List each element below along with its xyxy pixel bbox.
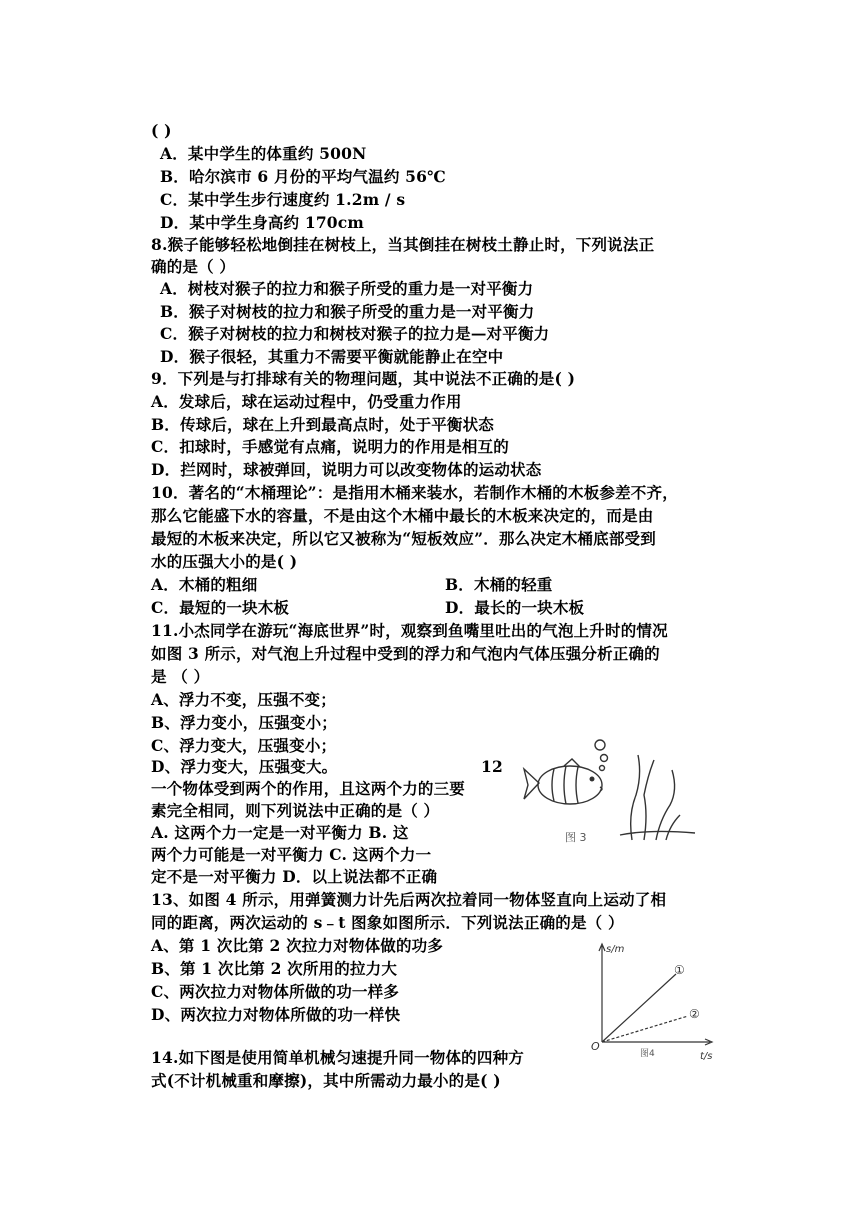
q7-option-a: A．某中学生的体重约 500N bbox=[160, 144, 367, 163]
q11-stem-cont: 是 （ ） bbox=[151, 667, 210, 686]
q7-answer-blank: ( ) bbox=[151, 121, 172, 140]
q7-option-c: C．某中学生步行速度约 1.2m / s bbox=[160, 190, 406, 209]
q14-stem-cont: 式(不计机械重和摩擦)，其中所需动力最小的是( ) bbox=[151, 1071, 501, 1090]
line-1 bbox=[602, 974, 676, 1042]
q9-option-b: B．传球后，球在上升到最高点时，处于平衡状态 bbox=[151, 415, 495, 434]
q12-options: A. 这两个力一定是一对平衡力 B. 这 bbox=[151, 823, 409, 842]
q10-stem: 10．著名的“木桶理论”：是指用木桶来装水，若制作木桶的木板参差不齐， bbox=[151, 483, 678, 502]
q11-option-a: A、浮力不变，压强不变； bbox=[151, 690, 336, 709]
q13-option-b: B、第 1 次比第 2 次所用的拉力大 bbox=[151, 959, 398, 978]
q12-number: 12 bbox=[481, 757, 503, 776]
x-axis-label: t/s bbox=[700, 1051, 713, 1062]
q11-option-d: D、浮力变大，压强变大。 bbox=[151, 757, 338, 776]
q13-option-d: D、两次拉力对物体所做的功一样快 bbox=[151, 1005, 401, 1024]
q11-stem: 11.小杰同学在游玩“海底世界”时，观察到鱼嘴里吐出的气泡上升时的情况 bbox=[151, 621, 668, 640]
q9-option-a: A．发球后，球在运动过程中，仍受重力作用 bbox=[151, 392, 462, 411]
figure-4-st-graph bbox=[588, 938, 723, 1063]
q12-options: 定不是一对平衡力 D．以上说法都不正确 bbox=[151, 867, 438, 886]
q12-stem: 一个物体受到两个的作用，且这两个力的三要 bbox=[151, 779, 466, 798]
q9-option-c: C．扣球时，手感觉有点痛，说明力的作用是相互的 bbox=[151, 437, 509, 456]
q12-stem-cont: 素完全相同，则下列说法中正确的是（ ） bbox=[151, 801, 440, 820]
figure-3-fish bbox=[520, 735, 700, 850]
q10-stem-cont: 那么它能盛下水的容量，不是由这个木桶中最长的木板来决定的，而是由 bbox=[151, 506, 654, 525]
line-2 bbox=[602, 1016, 688, 1042]
q10-option-a: A．木桶的粗细 bbox=[151, 575, 258, 594]
q11-stem-cont: 如图 3 所示，对气泡上升过程中受到的浮力和气泡内气体压强分析正确的 bbox=[151, 644, 660, 663]
q10-option-b: B．木桶的轻重 bbox=[445, 575, 553, 594]
figure-4-caption: 图4 bbox=[640, 1049, 655, 1059]
q8-option-b: B．猴子对树枝的拉力和猴子所受的重力是一对平衡力 bbox=[160, 302, 535, 321]
q13-option-a: A、第 1 次比第 2 次拉力对物体做的功多 bbox=[151, 936, 444, 955]
q13-option-c: C、两次拉力对物体所做的功一样多 bbox=[151, 982, 400, 1001]
q11-option-b: B、浮力变小，压强变小； bbox=[151, 713, 338, 732]
q8-option-c: C．猴子对树枝的拉力和树枝对猴子的拉力是—对平衡力 bbox=[160, 324, 550, 343]
q12-options: 两个力可能是一对平衡力 C. 这两个力一 bbox=[151, 845, 432, 864]
line-2-label: ② bbox=[689, 1007, 700, 1021]
q7-option-b: B．哈尔滨市 6 月份的平均气温约 56℃ bbox=[160, 167, 446, 186]
figure-3-caption: 图 3 bbox=[565, 831, 587, 844]
q10-stem-cont: 最短的木板来决定，所以它又被称为“短板效应”．那么决定木桶底部受到 bbox=[151, 529, 656, 548]
q13-stem-cont: 同的距离，两次运动的 s﹣t 图象如图所示．下列说法正确的是（ ） bbox=[151, 913, 624, 932]
q14-stem: 14.如下图是使用简单机械匀速提升同一物体的四种方 bbox=[151, 1048, 524, 1067]
y-axis-label: s/m bbox=[606, 944, 625, 955]
q9-option-d: D．拦网时，球被弹回，说明力可以改变物体的运动状态 bbox=[151, 460, 542, 479]
q13-stem: 13、如图 4 所示，用弹簧测力计先后两次拉着同一物体竖直向上运动了相 bbox=[151, 890, 667, 909]
q10-stem-cont: 水的压强大小的是( ) bbox=[151, 552, 298, 571]
q10-option-d: D．最长的一块木板 bbox=[445, 598, 585, 617]
q8-stem: 8.猴子能够轻松地倒挂在树枝上，当其倒挂在树枝土静止时，下列说法正 bbox=[151, 235, 655, 254]
q8-option-a: A．树枝对猴子的拉力和猴子所受的重力是一对平衡力 bbox=[160, 279, 534, 298]
q9-stem: 9．下列是与打排球有关的物理问题，其中说法不正确的是( ) bbox=[151, 369, 576, 388]
q11-option-c: C、浮力变大，压强变小； bbox=[151, 736, 337, 755]
line-1-label: ① bbox=[674, 963, 685, 977]
q8-option-d: D．猴子很轻，其重力不需要平衡就能静止在空中 bbox=[160, 347, 504, 366]
q10-option-c: C．最短的一块木板 bbox=[151, 598, 290, 617]
origin-label: O bbox=[591, 1040, 600, 1053]
q8-stem-cont: 确的是（ ） bbox=[151, 257, 236, 276]
q7-option-d: D．某中学生身高约 170cm bbox=[160, 213, 365, 232]
